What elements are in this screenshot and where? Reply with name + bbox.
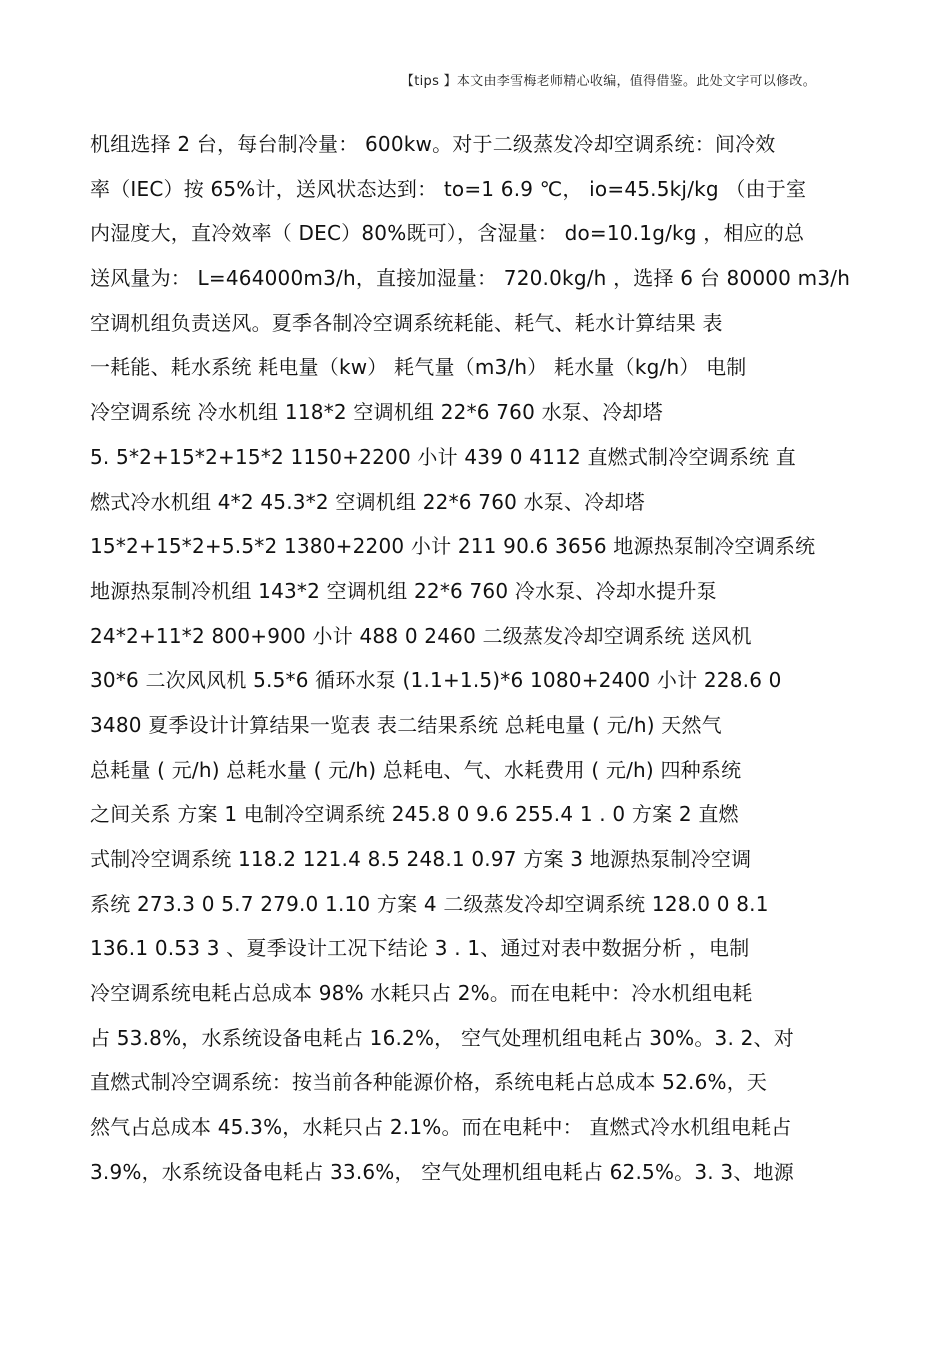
text-line: 然气占总成本 45.3%，水耗只占 2.1%。而在电耗中： 直燃式冷水机组电耗占: [90, 1115, 792, 1140]
text-line: 136.1 0.53 3 、夏季设计工况下结论 3 . 1、通过对表中数据分析 ，电制: [90, 936, 750, 961]
text-line: 占 53.8%，水系统设备电耗占 16.2%， 空气处理机组电耗占 30%。3. 2、对: [90, 1025, 794, 1050]
text-line: 3480 夏季设计计算结果一览表 表二结果系统 总耗电量 ( 元/h) 天然气: [90, 712, 722, 737]
tips-header: 【tips 】本文由李雪梅老师精心收编，值得借鉴。此处文字可以修改。: [400, 74, 816, 89]
text-line: 式制冷空调系统 118.2 121.4 8.5 248.1 0.97 方案 3 地源热泵制冷空调: [90, 847, 752, 871]
text-line: 一耗能、耗水系统 耗电量（kw） 耗气量（m3/h） 耗水量（kg/h） 电制: [90, 355, 747, 380]
text-line: 率（IEC）按 65%计，送风状态达到： to=1 6.9 ℃， io=45.5kj/kg （由于室: [90, 176, 807, 201]
text-line: 燃式冷水机组 4*2 45.3*2 空调机组 22*6 760 水泵、冷却塔: [90, 489, 645, 514]
text-line: 空调机组负责送风。夏季各制冷空调系统耗能、耗气、耗水计算结果 表: [90, 310, 723, 335]
text-line: 机组选择 2 台，每台制冷量： 600kw。对于二级蒸发冷却空调系统：间冷效: [90, 132, 776, 156]
text-line: 15*2+15*2+5.5*2 1380+2200 小计 211 90.6 3656 地源热泵制冷空调系统: [90, 534, 816, 559]
body-text: [90, 122, 870, 1195]
text-line: 地源热泵制冷机组 143*2 空调机组 22*6 760 冷水泵、冷却水提升泵: [90, 578, 717, 603]
text-line: 总耗量 ( 元/h) 总耗水量 ( 元/h) 总耗电、气、水耗费用 ( 元/h) 四种系统: [90, 757, 742, 782]
text-line: 3.9%，水系统设备电耗占 33.6%， 空气处理机组电耗占 62.5%。3. 3、地源: [90, 1159, 794, 1184]
text-line: 24*2+11*2 800+900 小计 488 0 2460 二级蒸发冷却空调系统 送风机: [90, 623, 752, 648]
text-line: 之间关系 方案 1 电制冷空调系统 245.8 0 9.6 255.4 1 . 0 方案 2 直燃: [90, 802, 739, 827]
text-line: 系统 273.3 0 5.7 279.0 1.10 方案 4 二级蒸发冷却空调系统 128.0 0 8.1: [90, 891, 769, 916]
text-line: 30*6 二次风风机 5.5*6 循环水泵 (1.1+1.5)*6 1080+2400 小计 228.6 0: [90, 668, 782, 693]
text-line: 内湿度大，直冷效率（ DEC）80%既可），含湿量： do=10.1g/kg ，相应的总: [90, 221, 805, 246]
text-line: 直燃式制冷空调系统：按当前各种能源价格，系统电耗占总成本 52.6%，天: [90, 1070, 768, 1095]
text-line: 冷空调系统电耗占总成本 98% 水耗只占 2%。而在电耗中：冷水机组电耗: [90, 981, 753, 1006]
text-line: 冷空调系统 冷水机组 118*2 空调机组 22*6 760 水泵、冷却塔: [90, 400, 663, 425]
text-line: 送风量为： L=464000m3/h，直接加湿量： 720.0kg/h ，选择 6 台 80000 m3/h: [90, 266, 851, 291]
text-line: 5. 5*2+15*2+15*2 1150+2200 小计 439 0 4112 直燃式制冷空调系统 直: [90, 444, 797, 469]
